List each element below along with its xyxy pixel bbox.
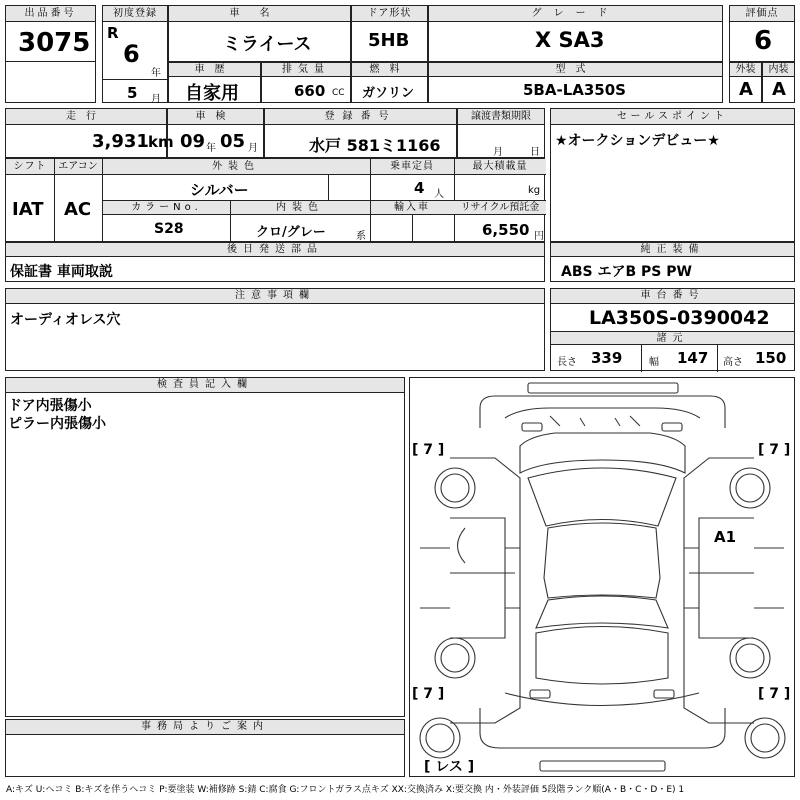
length: 339 (591, 349, 623, 367)
lot-number: 3075 (18, 28, 91, 58)
tire-rear-left-rating: [ 7 ] (412, 686, 445, 702)
height-label: 高さ (723, 357, 743, 368)
fuel-type: ガソリン (362, 86, 415, 101)
office-notice-box (5, 719, 405, 777)
fuel-box (351, 62, 428, 103)
later-parts: 保証書 車両取説 (10, 264, 113, 280)
width-label: 幅 (649, 357, 659, 368)
import-header: 輸入車 (370, 201, 454, 215)
registration-month: 5 (127, 84, 138, 102)
later-parts-header: 後日発送部品 (6, 243, 544, 257)
recycle-header: リサイクル預託金 (454, 201, 546, 215)
inspector-header: 検査員記入欄 (6, 378, 404, 393)
inspector-box (5, 377, 405, 717)
displacement-header: 排気量 (262, 63, 350, 77)
score-box (729, 5, 795, 62)
color-number: S28 (154, 221, 184, 237)
door-type-box (351, 5, 428, 62)
transfer-deadline-header: 譲渡書類期限 (458, 109, 544, 125)
damage-mark-a1: A1 (714, 528, 737, 546)
tire-front-right-rating: [ 7 ] (758, 442, 791, 458)
sales-point-header: セールスポイント (551, 109, 794, 125)
mileage-unit: km (148, 133, 174, 151)
inspector-note-1: ドア内張傷小 (8, 398, 92, 414)
mileage: 3,931 (92, 131, 149, 152)
spec-block (5, 158, 545, 242)
interior-grade-box (762, 62, 795, 103)
model-code: 5BA-LA350S (523, 81, 626, 99)
car-name-box (168, 5, 351, 62)
shift: IAT (12, 199, 44, 220)
registration-number-box (264, 108, 457, 158)
car-name: ミライース (223, 34, 312, 55)
lot-number-box (5, 5, 96, 103)
deadline-day-unit: 日 (530, 147, 540, 158)
inspection-year-unit: 年 (206, 143, 216, 154)
tire-front-left-rating: [ 7 ] (412, 442, 445, 458)
exterior-grade-box (729, 62, 762, 103)
registration-number: 水戸 581ミ1166 (309, 136, 441, 155)
caution-header: 注意事項欄 (6, 289, 544, 304)
chassis-header: 車台番号 (551, 289, 794, 304)
shift-header: シフト (6, 159, 54, 175)
equipment-header: 純正装備 (551, 243, 794, 257)
caution-note: オーディオレス穴 (10, 312, 121, 328)
capacity-header: 乗車定員 (370, 159, 454, 175)
interior-grade: A (772, 79, 786, 100)
year-unit: 年 (151, 68, 161, 79)
capacity-unit: 人 (434, 189, 444, 200)
displacement-box (261, 62, 351, 103)
equipment: ABS エアB PS PW (561, 264, 692, 280)
model-header: 型式 (429, 63, 722, 77)
car-name-header: 車名 (169, 6, 350, 22)
first-registration-header: 初度登録 (103, 6, 167, 22)
model-box (428, 62, 723, 103)
mileage-box (5, 108, 174, 158)
lot-number-header: 出品番号 (6, 6, 95, 22)
deadline-month-unit: 月 (493, 147, 503, 158)
chassis-number: LA350S-0390042 (589, 307, 770, 329)
grade-value: X SA3 (535, 28, 605, 52)
displacement: 660 (294, 82, 326, 100)
first-registration-box (102, 5, 168, 103)
score-header: 評価点 (730, 6, 794, 22)
inspector-note-2: ピラー内張傷小 (8, 416, 106, 432)
interior-color-unit: 系 (356, 231, 366, 242)
month-unit: 月 (151, 94, 161, 105)
door-type: 5HB (368, 30, 410, 51)
office-notice-header: 事務局よりご案内 (6, 720, 404, 735)
era-label: R (107, 24, 119, 42)
caution-box (5, 288, 545, 371)
grade-header: グレード (429, 6, 722, 22)
exterior-color-header: 外装色 (102, 159, 370, 175)
recycle-unit: 円 (534, 231, 544, 242)
chassis-box (550, 288, 795, 371)
height: 150 (755, 349, 787, 367)
displacement-unit: CC (332, 88, 345, 98)
recycle-fee: 6,550 (482, 221, 530, 239)
legend: A:キズ U:ヘコミ B:キズを伴うヘコミ P:要塗装 W:補修跡 S:錆 C:腐食 G:フロントガラス点キズ XX:交換済み X:要交換 内・外装評価 5段階ランク順(A・B・C・D・E) 1 (6, 785, 685, 795)
specs-header: 諸元 (551, 331, 794, 345)
grade-box (428, 5, 723, 62)
capacity: 4 (414, 179, 425, 197)
inspection-year: 09 (180, 131, 206, 152)
spare-tire-rating: [ レス ] (424, 759, 475, 775)
tire-rear-right-rating: [ 7 ] (758, 686, 791, 702)
interior-color: クロ/グレー (256, 225, 326, 240)
overall-score: 6 (754, 26, 773, 56)
aircon-header: エアコン (54, 159, 102, 175)
inspection-box (167, 108, 264, 158)
mileage-header: 走行 (6, 109, 166, 125)
exterior-color: シルバー (190, 181, 249, 199)
equipment-box (550, 242, 795, 282)
max-load-header: 最大積載量 (454, 159, 546, 175)
inspection-header: 車検 (168, 109, 263, 125)
aircon: AC (64, 199, 92, 220)
inspection-month: 05 (220, 131, 246, 152)
door-type-header: ドア形状 (352, 6, 427, 22)
later-parts-box (5, 242, 545, 282)
exterior-grade-header: 外装 (730, 63, 761, 77)
registration-number-header: 登録番号 (265, 109, 456, 125)
interior-grade-header: 内装 (763, 63, 794, 77)
registration-year: 6 (123, 40, 140, 68)
fuel-header: 燃料 (352, 63, 427, 77)
interior-color-header: 内装色 (230, 201, 370, 215)
car-diagram (410, 378, 794, 776)
history-box (168, 62, 261, 103)
length-label: 長さ (557, 357, 577, 368)
history-header: 車歴 (169, 63, 260, 77)
load-unit: kg (528, 185, 541, 196)
exterior-grade: A (739, 79, 753, 100)
vehicle-history: 自家用 (185, 83, 239, 104)
color-number-header: カラーNo. (103, 201, 230, 215)
width: 147 (677, 349, 709, 367)
transfer-deadline-box (457, 108, 545, 158)
sales-point-box (550, 108, 795, 242)
inspection-month-unit: 月 (248, 143, 258, 154)
sales-point: ★オークションデビュー★ (555, 133, 720, 149)
car-diagram-box (409, 377, 795, 777)
